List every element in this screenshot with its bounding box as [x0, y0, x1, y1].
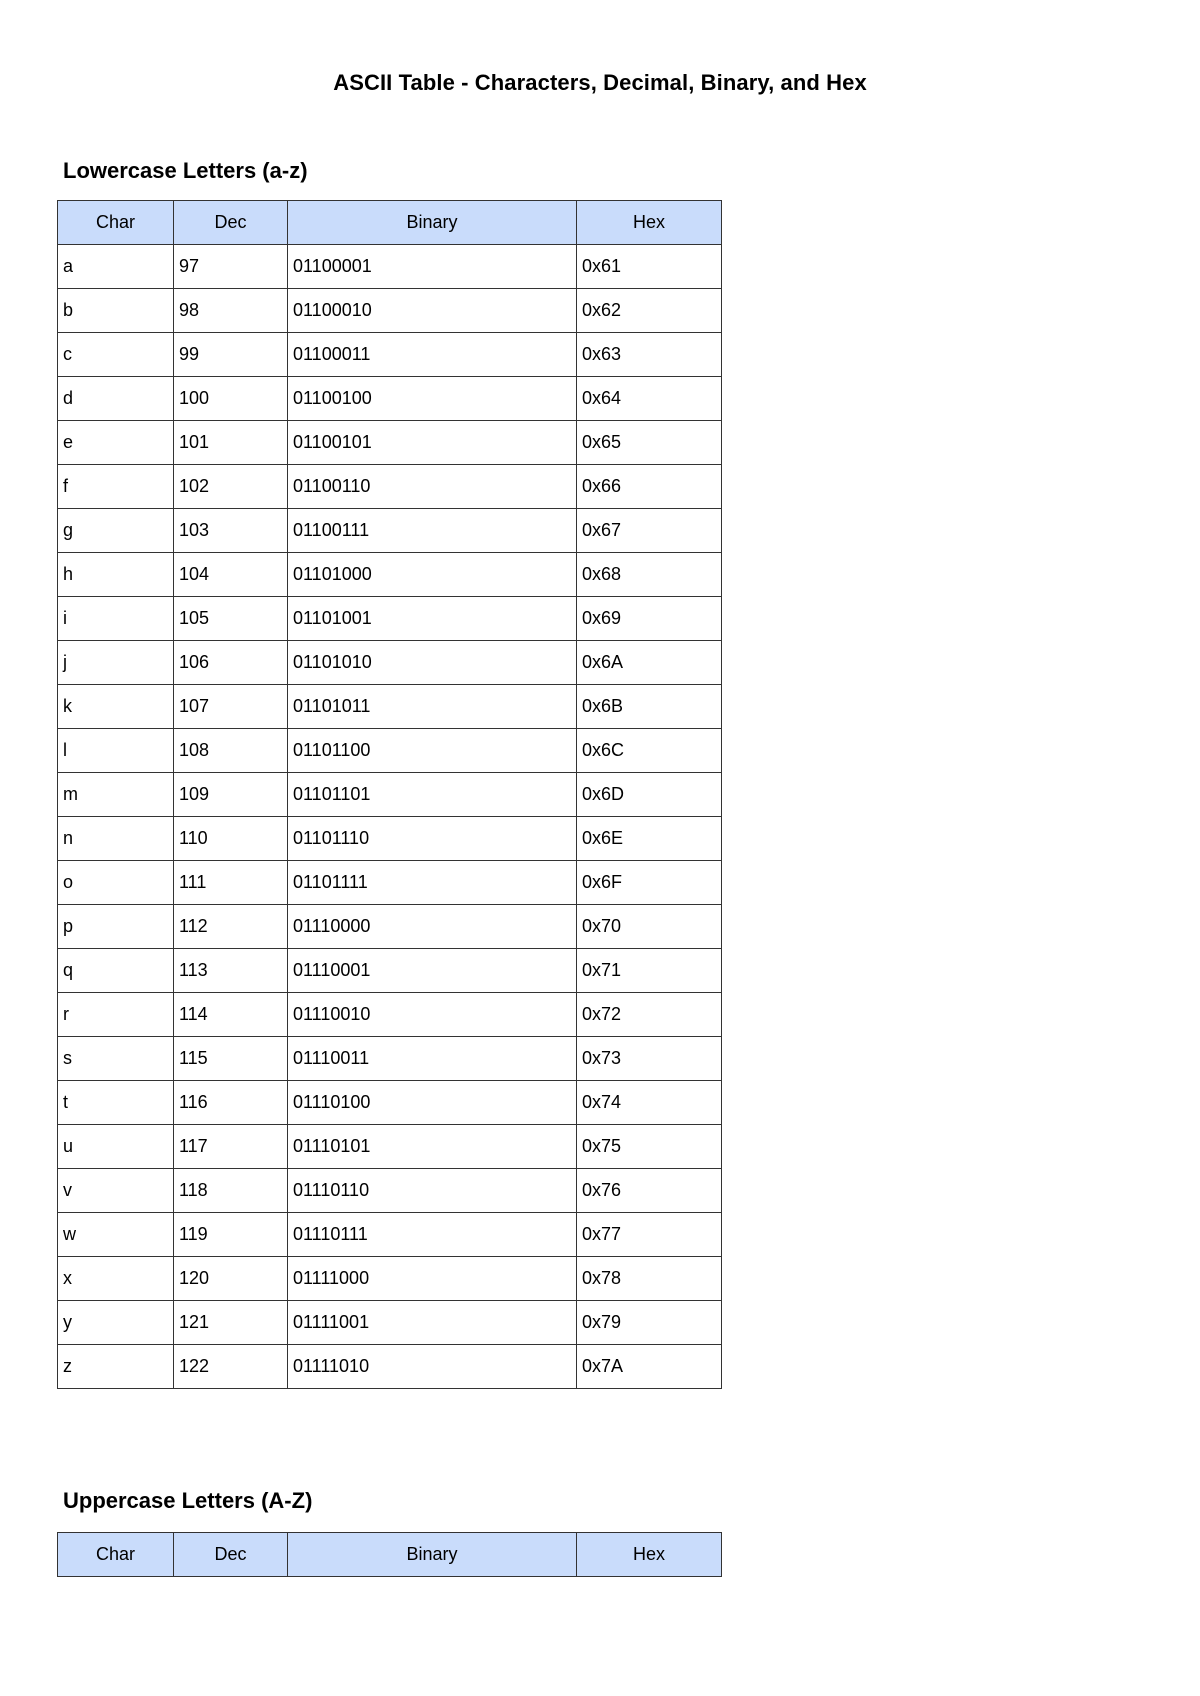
hex-cell: 0x62 — [577, 289, 722, 333]
table-row — [58, 905, 722, 949]
char-cell: n — [58, 817, 174, 861]
char-cell: t — [58, 1081, 174, 1125]
dec-cell: 122 — [174, 1345, 288, 1389]
column-header-binary: Binary — [288, 201, 577, 245]
binary-cell: 01100111 — [288, 509, 577, 553]
char-cell: k — [58, 685, 174, 729]
binary-cell: 01110001 — [288, 949, 577, 993]
char-cell: s — [58, 1037, 174, 1081]
char-cell: d — [58, 377, 174, 421]
char-cell: a — [58, 245, 174, 289]
page-title: ASCII Table - Characters, Decimal, Binary, and Hex — [333, 70, 867, 95]
char-cell: l — [58, 729, 174, 773]
table-row — [58, 1037, 722, 1081]
char-cell: b — [58, 289, 174, 333]
char-cell: j — [58, 641, 174, 685]
dec-cell: 114 — [174, 993, 288, 1037]
char-cell: q — [58, 949, 174, 993]
hex-cell: 0x71 — [577, 949, 722, 993]
dec-cell: 102 — [174, 465, 288, 509]
binary-cell: 01101111 — [288, 861, 577, 905]
dec-cell: 118 — [174, 1169, 288, 1213]
uppercase-section-heading: Uppercase Letters (A-Z) — [63, 1488, 313, 1513]
dec-cell: 121 — [174, 1301, 288, 1345]
column-header-hex: Hex — [577, 1533, 722, 1577]
table-row — [58, 597, 722, 641]
table-row — [58, 685, 722, 729]
table-row — [58, 641, 722, 685]
table-row — [58, 289, 722, 333]
dec-cell: 116 — [174, 1081, 288, 1125]
table-row — [58, 861, 722, 905]
binary-cell: 01100001 — [288, 245, 577, 289]
lowercase-ascii-table — [57, 200, 722, 1389]
hex-cell: 0x68 — [577, 553, 722, 597]
char-cell: y — [58, 1301, 174, 1345]
column-header-hex: Hex — [577, 201, 722, 245]
binary-cell: 01101011 — [288, 685, 577, 729]
binary-cell: 01100100 — [288, 377, 577, 421]
binary-cell: 01101010 — [288, 641, 577, 685]
binary-cell: 01110110 — [288, 1169, 577, 1213]
binary-cell: 01100101 — [288, 421, 577, 465]
table-row — [58, 245, 722, 289]
binary-cell: 01100110 — [288, 465, 577, 509]
binary-cell: 01101000 — [288, 553, 577, 597]
table-row — [58, 377, 722, 421]
table-row — [58, 1301, 722, 1345]
char-cell: p — [58, 905, 174, 949]
table-row — [58, 949, 722, 993]
binary-cell: 01110101 — [288, 1125, 577, 1169]
dec-cell: 107 — [174, 685, 288, 729]
char-cell: e — [58, 421, 174, 465]
dec-cell: 97 — [174, 245, 288, 289]
table-row — [58, 773, 722, 817]
binary-cell: 01101101 — [288, 773, 577, 817]
dec-cell: 120 — [174, 1257, 288, 1301]
table-row — [58, 465, 722, 509]
lowercase-section-heading: Lowercase Letters (a-z) — [63, 158, 308, 183]
char-cell: z — [58, 1345, 174, 1389]
char-cell: x — [58, 1257, 174, 1301]
hex-cell: 0x78 — [577, 1257, 722, 1301]
hex-cell: 0x74 — [577, 1081, 722, 1125]
char-cell: f — [58, 465, 174, 509]
column-header-dec: Dec — [174, 1533, 288, 1577]
binary-cell: 01110010 — [288, 993, 577, 1037]
dec-cell: 106 — [174, 641, 288, 685]
table-row — [58, 1345, 722, 1389]
hex-cell: 0x6D — [577, 773, 722, 817]
binary-cell: 01100011 — [288, 333, 577, 377]
hex-cell: 0x63 — [577, 333, 722, 377]
char-cell: u — [58, 1125, 174, 1169]
hex-cell: 0x70 — [577, 905, 722, 949]
table-header-row — [58, 201, 722, 245]
table-row — [58, 1169, 722, 1213]
char-cell: h — [58, 553, 174, 597]
dec-cell: 105 — [174, 597, 288, 641]
hex-cell: 0x73 — [577, 1037, 722, 1081]
table-row — [58, 553, 722, 597]
hex-cell: 0x6F — [577, 861, 722, 905]
char-cell: v — [58, 1169, 174, 1213]
table-row — [58, 1257, 722, 1301]
column-header-char: Char — [58, 201, 174, 245]
binary-cell: 01101100 — [288, 729, 577, 773]
binary-cell: 01111010 — [288, 1345, 577, 1389]
hex-cell: 0x6B — [577, 685, 722, 729]
binary-cell: 01111001 — [288, 1301, 577, 1345]
dec-cell: 99 — [174, 333, 288, 377]
binary-cell: 01100010 — [288, 289, 577, 333]
binary-cell: 01110000 — [288, 905, 577, 949]
column-header-binary: Binary — [288, 1533, 577, 1577]
binary-cell: 01101001 — [288, 597, 577, 641]
char-cell: w — [58, 1213, 174, 1257]
char-cell: r — [58, 993, 174, 1037]
hex-cell: 0x66 — [577, 465, 722, 509]
hex-cell: 0x67 — [577, 509, 722, 553]
dec-cell: 112 — [174, 905, 288, 949]
char-cell: m — [58, 773, 174, 817]
dec-cell: 113 — [174, 949, 288, 993]
binary-cell: 01111000 — [288, 1257, 577, 1301]
table-row — [58, 421, 722, 465]
char-cell: c — [58, 333, 174, 377]
dec-cell: 104 — [174, 553, 288, 597]
dec-cell: 108 — [174, 729, 288, 773]
hex-cell: 0x7A — [577, 1345, 722, 1389]
table-row — [58, 333, 722, 377]
table-row — [58, 729, 722, 773]
char-cell: i — [58, 597, 174, 641]
dec-cell: 100 — [174, 377, 288, 421]
hex-cell: 0x69 — [577, 597, 722, 641]
table-row — [58, 993, 722, 1037]
uppercase-ascii-table — [57, 1532, 722, 1577]
binary-cell: 01110111 — [288, 1213, 577, 1257]
dec-cell: 110 — [174, 817, 288, 861]
dec-cell: 101 — [174, 421, 288, 465]
hex-cell: 0x6A — [577, 641, 722, 685]
hex-cell: 0x6C — [577, 729, 722, 773]
table-row — [58, 1081, 722, 1125]
dec-cell: 111 — [174, 861, 288, 905]
hex-cell: 0x65 — [577, 421, 722, 465]
char-cell: o — [58, 861, 174, 905]
hex-cell: 0x79 — [577, 1301, 722, 1345]
column-header-char: Char — [58, 1533, 174, 1577]
table-row — [58, 509, 722, 553]
binary-cell: 01110100 — [288, 1081, 577, 1125]
dec-cell: 109 — [174, 773, 288, 817]
hex-cell: 0x72 — [577, 993, 722, 1037]
char-cell: g — [58, 509, 174, 553]
binary-cell: 01110011 — [288, 1037, 577, 1081]
hex-cell: 0x75 — [577, 1125, 722, 1169]
column-header-dec: Dec — [174, 201, 288, 245]
hex-cell: 0x77 — [577, 1213, 722, 1257]
dec-cell: 98 — [174, 289, 288, 333]
hex-cell: 0x64 — [577, 377, 722, 421]
dec-cell: 103 — [174, 509, 288, 553]
table-header-row — [58, 1533, 722, 1577]
table-row — [58, 1213, 722, 1257]
table-row — [58, 1125, 722, 1169]
dec-cell: 115 — [174, 1037, 288, 1081]
dec-cell: 117 — [174, 1125, 288, 1169]
hex-cell: 0x6E — [577, 817, 722, 861]
hex-cell: 0x61 — [577, 245, 722, 289]
hex-cell: 0x76 — [577, 1169, 722, 1213]
lowercase-table-body — [58, 245, 722, 1389]
table-row — [58, 817, 722, 861]
dec-cell: 119 — [174, 1213, 288, 1257]
binary-cell: 01101110 — [288, 817, 577, 861]
